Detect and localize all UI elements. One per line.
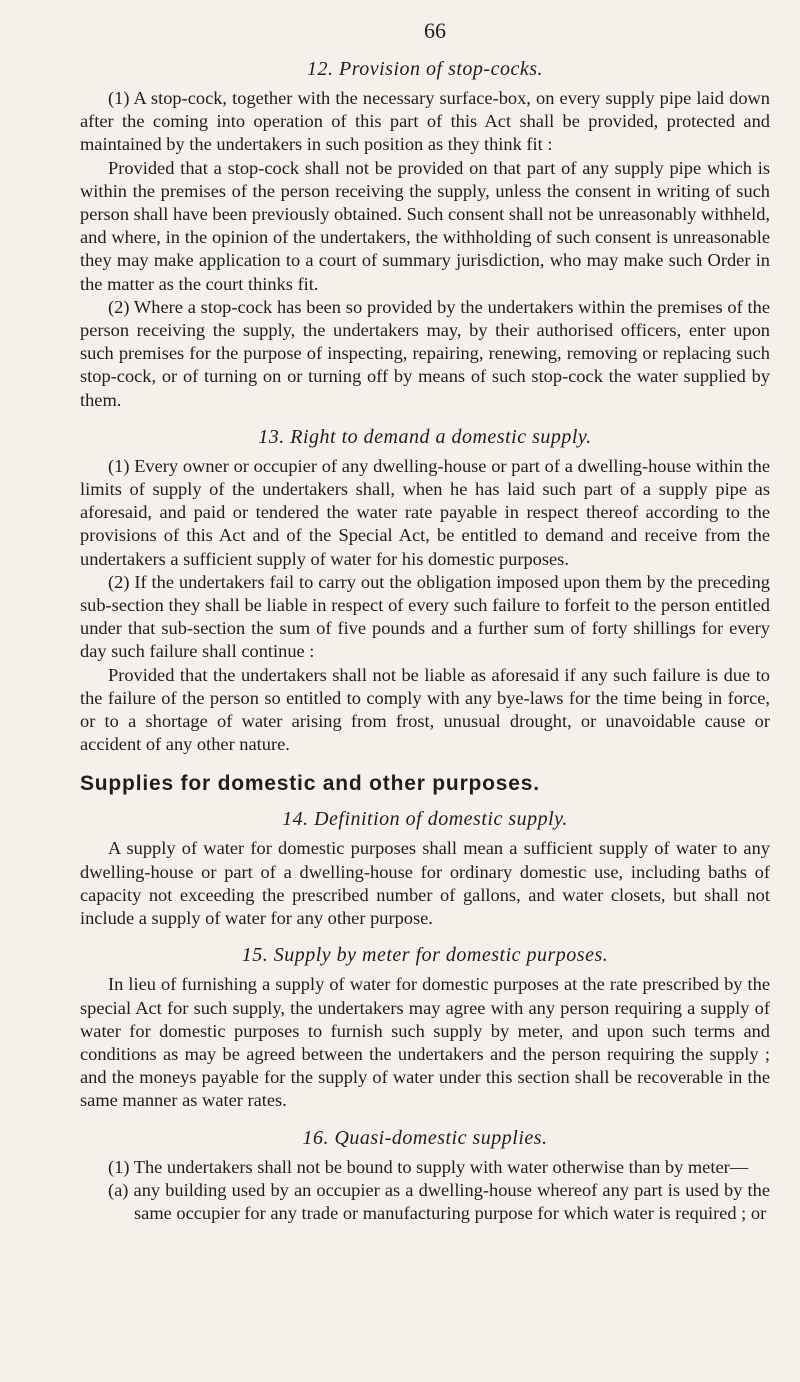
section-12: [80, 58, 770, 412]
section-12-heading: 12. Provision of stop-cocks.: [306, 58, 543, 80]
section-13-para-1: (1) Every owner or occupier of any dwelling-house or part of a dwelling-house within the limits of supply of the undertakers shall, when he has laid such part of a supply pipe as aforesaid, and paid or tendered the water rate payable in respect thereof according to the provisions of this Act and of the Special Act, be entitled to demand and receive from the undertakers a sufficient supply of water for his domestic purposes.: [80, 455, 770, 569]
section-15-heading: 15. Supply by meter for domestic purposes.: [241, 944, 609, 967]
section-heading: [80, 426, 770, 449]
section-16-para-1: (1) The undertakers shall not be bound to supply with water otherwise than by meter—: [108, 1156, 749, 1177]
section-heading: [80, 58, 770, 81]
section-15: [80, 944, 770, 1112]
section-13-para-3: Provided that the undertakers shall not be liable as aforesaid if any such failure is due to the failure of the person so entitled to comply with any bye-laws for the time being in force, or to a shortage of water arising from frost, unusual drought, or unavoidable cause or accident of any other nature.: [80, 664, 770, 755]
section-14: [80, 808, 770, 930]
section-heading: [80, 944, 770, 967]
section-15-para-1: In lieu of furnishing a supply of water for domestic purposes at the rate prescribed by the special Act for such supply, the undertakers may agree with any person requiring a supply of water for domestic purposes to furnish such supply by meter, and upon such terms and conditions as may be agreed between the undertakers and the person requiring the supply ; and the moneys payable for the supply of water under this section shall be recoverable in the same manner as water rates.: [80, 974, 770, 1111]
section-16: [80, 1127, 770, 1226]
section-12-para-2: Provided that a stop-cock shall not be provided on that part of any supply pipe which is within the premises of the person receiving the supply, unless the consent in writing of such person shall have been previously obtained. Such consent shall not be unreasonably withheld, and where, in the opinion of the undertakers, the withholding of such consent is unreasonable they may make application to a court of summary jurisdiction, who may make such Order in the matter as the court thinks fit.: [80, 157, 770, 294]
part-heading: Supplies for domestic and other purposes.: [80, 772, 540, 796]
section-14-para-1: A supply of water for domestic purposes shall mean a sufficient supply of water to any dwelling-house or part of a dwelling-house for ordinary domestic use, including baths of capacity not exceeding the prescribed number of gallons, and water closets, but shall not include a supply of water for any other purpose.: [80, 838, 770, 929]
section-14-heading: 14. Definition of domestic supply.: [282, 808, 568, 831]
section-heading: [80, 1127, 770, 1150]
section-12-para-1: (1) A stop-cock, together with the necessary surface-box, on every supply pipe laid down after the coming into operation of this part of this Act shall be provided, protected and maintained by the undertakers in such position as they think fit :: [80, 88, 770, 155]
section-16-item-a: (a) any building used by an occupier as a dwelling-house whereof any part is used by the same occupier for any trade or manufacturing purpose for which water is required ; or: [108, 1179, 770, 1223]
section-13-heading: 13. Right to demand a domestic supply.: [258, 425, 592, 448]
section-heading: [80, 808, 770, 831]
section-12-para-3: (2) Where a stop-cock has been so provided by the undertakers within the premises of the person receiving the supply, the undertakers may, by their authorised officers, enter upon such premises for the purpose of inspecting, repairing, renewing, removing or replacing such stop-cock, or of turning on or turning off by means of such stop-cock the water supplied by them.: [80, 296, 770, 410]
section-13: [80, 426, 770, 757]
section-16-heading: 16. Quasi-domestic supplies.: [302, 1126, 548, 1149]
page-number: 66: [424, 18, 446, 43]
section-13-para-2: (2) If the undertakers fail to carry out the obligation imposed upon them by the preceding sub-section they shall be liable in respect of every such failure to forfeit to the person entitled under that sub-section the sum of five pounds and a further sum of forty shillings for every day such failure shall continue :: [80, 571, 770, 662]
